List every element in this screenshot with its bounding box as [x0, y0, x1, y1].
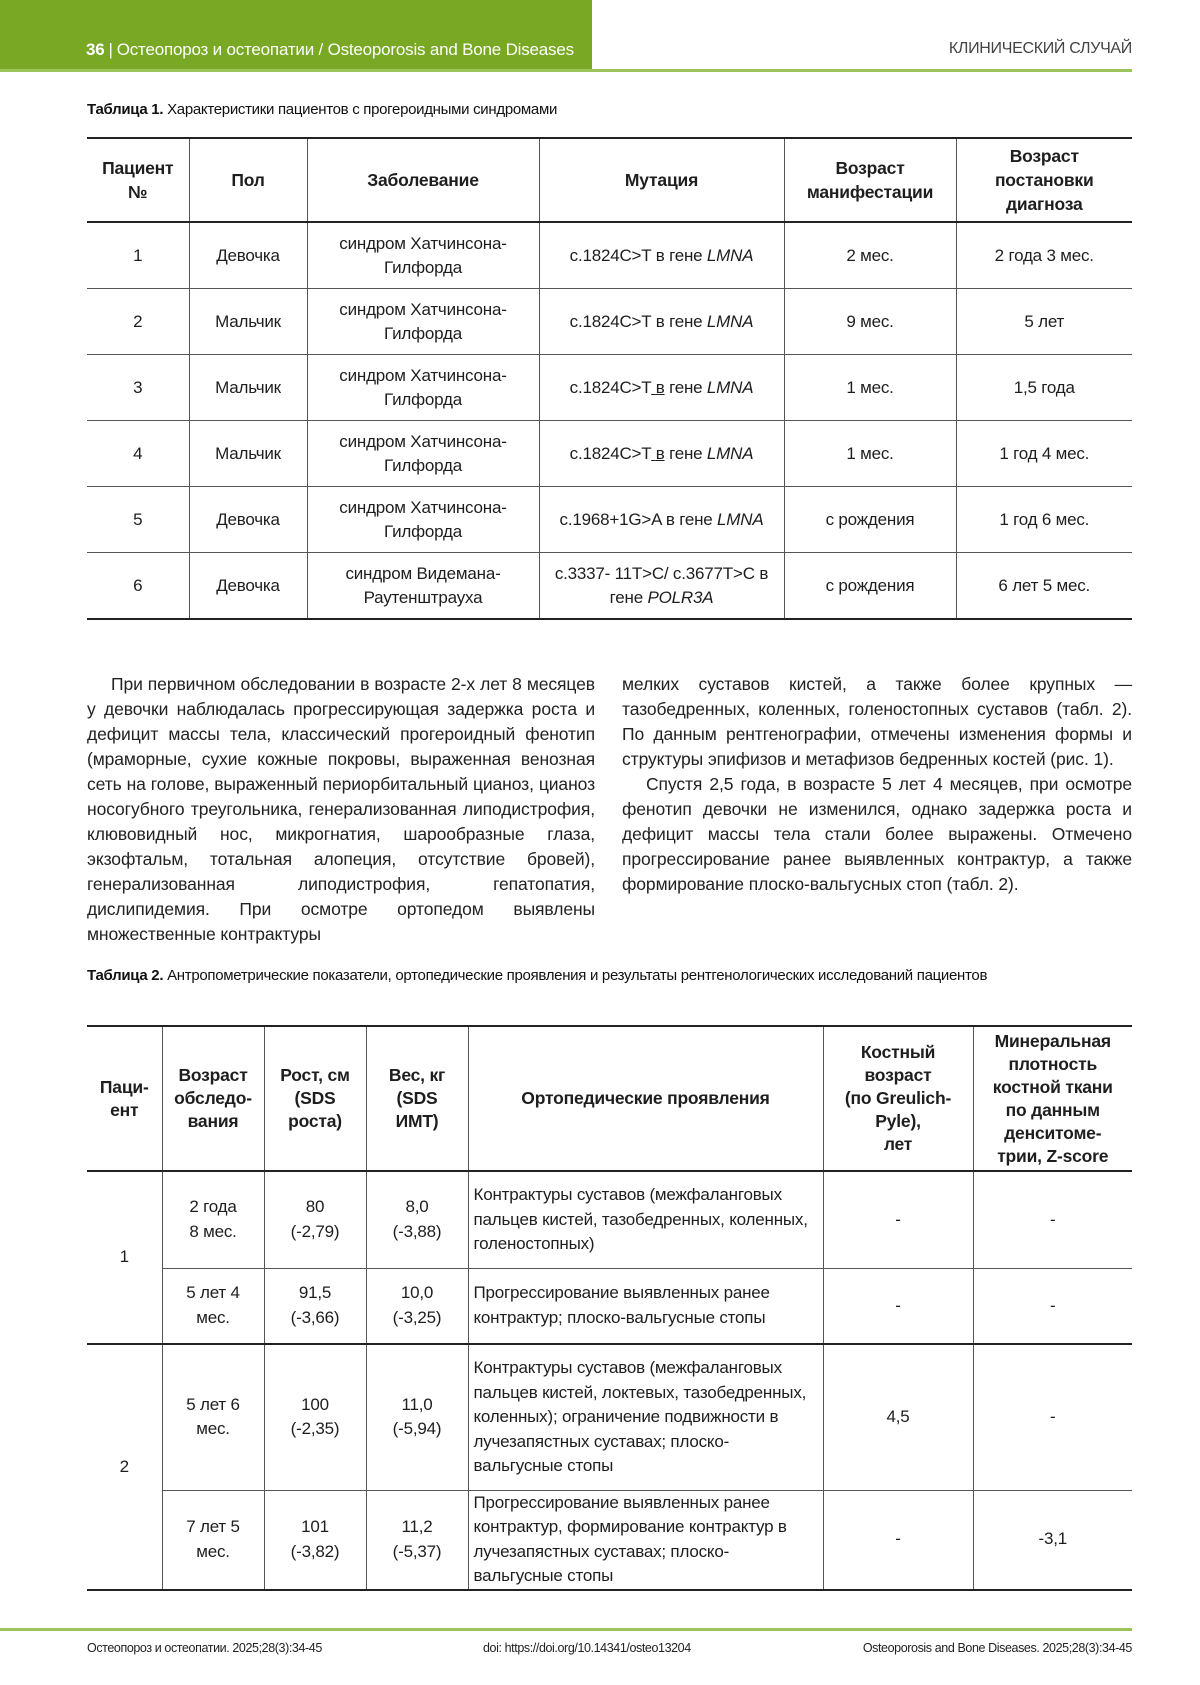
mutation-preposition: в — [655, 443, 665, 463]
mutation-text: гене — [664, 245, 707, 265]
paragraph: мелких суставов кистей, а также более крупных — тазобедренных, коленных, голеностопных суставов (табл. 2). По данным рентгенографии, отмечены изменения формы и структуры эпифизов и метафизов бедренных костей (рис. 1). — [622, 674, 1132, 769]
mutation-text: гене — [674, 509, 718, 529]
cell-mutation — [539, 421, 784, 487]
cell-sex: Мальчик — [189, 355, 307, 421]
mutation-text: гене — [664, 443, 707, 463]
body-left-column — [87, 672, 595, 947]
table2-row — [87, 1344, 1132, 1490]
cell-disease: синдром Хатчинсона-Гилфорда — [307, 355, 539, 421]
cell-disease: синдром Хатчинсона-Гилфорда — [307, 421, 539, 487]
cell-exam-age: 5 лет 6 мес. — [162, 1344, 264, 1490]
table1-col-diagnosis: Возраст постановки диагноза — [956, 138, 1132, 222]
cell-mutation — [539, 355, 784, 421]
journal-title: Остеопороз и остеопатии / Osteoporosis and Bone Diseases — [116, 40, 574, 59]
cell-patient: 2 — [87, 289, 189, 355]
cell-diagnosis: 6 лет 5 мес. — [956, 553, 1132, 620]
cell-orthopedic: Контрактуры суставов (межфаланговых пальцев кистей, тазобедренных, коленных, голеностопных) — [468, 1171, 823, 1268]
cell-bone-age: - — [823, 1268, 973, 1344]
table2-col-ortho: Ортопедические проявления — [468, 1026, 823, 1171]
cell-weight: 10,0 (-3,25) — [366, 1268, 468, 1344]
gene-name: LMNA — [706, 245, 754, 265]
cell-disease: синдром Хатчинсона-Гилфорда — [307, 487, 539, 553]
table2-caption-text: Антропометрические показатели, ортопедические проявления и результаты рентгенологических исследований пациентов — [167, 967, 988, 984]
cell-height: 101 (-3,82) — [264, 1490, 366, 1590]
mutation-text: гене — [664, 311, 707, 331]
table1-row — [87, 487, 1132, 553]
table2 — [87, 1025, 1132, 1591]
cell-disease: синдром Хатчинсона-Гилфорда — [307, 289, 539, 355]
cell-orthopedic: Прогрессирование выявленных ранее контрактур, формирование контрактур в лучезапястных суставах; плоско-вальгусные стопы — [468, 1490, 823, 1590]
cell-patient: 3 — [87, 355, 189, 421]
table1-caption — [87, 99, 557, 121]
cell-exam-age: 2 года 8 мес. — [162, 1171, 264, 1268]
cell-exam-age: 5 лет 4 мес. — [162, 1268, 264, 1344]
cell-mutation — [539, 222, 784, 289]
running-header-left: 36 | Остеопороз и остеопатии / Osteoporosis and Bone Diseases — [86, 40, 574, 59]
cell-bone-age: - — [823, 1490, 973, 1590]
cell-diagnosis: 5 лет — [956, 289, 1132, 355]
cell-bmd: - — [973, 1171, 1132, 1268]
cell-onset: 1 мес. — [784, 355, 956, 421]
cell-patient: 1 — [87, 222, 189, 289]
mutation-variant: c.1824C>T — [569, 377, 652, 397]
table2-col-weight: Вес, кг (SDS ИМТ) — [366, 1026, 468, 1171]
table2-col-bone-age: Костный возраст (по Greulich- Pyle), лет — [823, 1026, 973, 1171]
cell-patient: 4 — [87, 421, 189, 487]
cell-height: 91,5 (-3,66) — [264, 1268, 366, 1344]
mutation-preposition: в — [655, 311, 665, 331]
cell-diagnosis: 1,5 года — [956, 355, 1132, 421]
footer-citation-en: Osteoporosis and Bone Diseases. 2025;28(3):34-45 — [862, 1641, 1132, 1655]
cell-onset: с рождения — [784, 553, 956, 620]
cell-mutation — [539, 289, 784, 355]
table1-col-patient: Пациент № — [87, 138, 189, 222]
body-right-column — [622, 672, 1132, 897]
gene-name: LMNA — [706, 377, 754, 397]
cell-height: 80 (-2,79) — [264, 1171, 366, 1268]
table1-row — [87, 222, 1132, 289]
table2-header-row — [87, 1026, 1132, 1171]
footer-rule — [0, 1628, 1132, 1631]
cell-disease: синдром Видемана-Раутенштрауха — [307, 553, 539, 620]
cell-sex: Мальчик — [189, 421, 307, 487]
cell-orthopedic: Контрактуры суставов (межфаланговых пальцев кистей, локтевых, тазобедренных, коленных); ограничение подвижности в лучезапястных суставах; плоско-вальгусные стопы — [468, 1344, 823, 1490]
cell-bmd: - — [973, 1344, 1132, 1490]
cell-exam-age: 7 лет 5 мес. — [162, 1490, 264, 1590]
cell-sex: Девочка — [189, 222, 307, 289]
table1-col-onset: Возраст манифестации — [784, 138, 956, 222]
mutation-variant: c.1968+1G>A — [559, 509, 662, 529]
cell-mutation — [539, 553, 784, 620]
cell-patient: 5 — [87, 487, 189, 553]
table1-col-disease: Заболевание — [307, 138, 539, 222]
cell-diagnosis: 2 года 3 мес. — [956, 222, 1132, 289]
mutation-preposition: в — [665, 509, 675, 529]
mutation-text: гене — [609, 587, 648, 607]
gene-name: LMNA — [706, 311, 754, 331]
header-rule — [0, 69, 1132, 72]
table1-caption-text: Характеристики пациентов с прогероидными синдромами — [167, 101, 558, 118]
section-label: КЛИНИЧЕСКИЙ СЛУЧАЙ — [948, 40, 1132, 57]
cell-patient: 6 — [87, 553, 189, 620]
cell-patient: 2 — [87, 1344, 162, 1590]
cell-height: 100 (-2,35) — [264, 1344, 366, 1490]
table1-row — [87, 553, 1132, 620]
mutation-variant: c.3337- 11T>C/ c.3677T>C — [554, 563, 755, 583]
table1-header-row — [87, 138, 1132, 222]
gene-name: POLR3A — [647, 587, 714, 607]
paragraph: При первичном обследовании в возрасте 2-х лет 8 месяцев у девочки наблюдалась прогрессирующая задержка роста и дефицит массы тела, классический прогероидный фенотип (мраморные, сухие кожные покровы, выраженная венозная сеть на голове, выраженный периорбитальный цианоз, цианоз носогубного треугольника, генерализованная липодистрофия, клювовидный нос, микрогнатия, шарообразные глаза, экзофтальм, тотальная алопеция, отсутствие бровей), генерализованная липодистрофия, гепатопатия, дислипидемия. При осмотре ортопедом выявлены множественные контрактуры — [87, 674, 595, 944]
cell-sex: Девочка — [189, 553, 307, 620]
cell-weight: 11,0 (-5,94) — [366, 1344, 468, 1490]
table1-col-mutation: Мутация — [539, 138, 784, 222]
table2-row — [87, 1490, 1132, 1590]
table2-caption-label: Таблица 2. — [87, 967, 164, 984]
cell-onset: с рождения — [784, 487, 956, 553]
cell-onset: 9 мес. — [784, 289, 956, 355]
mutation-variant: c.1824C>T — [569, 443, 652, 463]
cell-bmd: - — [973, 1268, 1132, 1344]
paragraph: Спустя 2,5 года, в возрасте 5 лет 4 месяцев, при осмотре фенотип девочки не изменился, однако задержка роста и дефицит массы тела стали более выражены. Отмечено прогрессирование ранее выявленных контрактур, а также формирование плоско-вальгусных стоп (табл. 2). — [622, 774, 1132, 894]
footer-citation-ru: Остеопороз и остеопатии. 2025;28(3):34-45 — [87, 1641, 322, 1655]
mutation-preposition: в — [759, 563, 769, 583]
table1-row — [87, 421, 1132, 487]
mutation-variant: c.1824C>T — [569, 311, 652, 331]
mutation-text: гене — [664, 377, 707, 397]
table2-row — [87, 1268, 1132, 1344]
table2-col-bmd: Минеральная плотность костной ткани по данным денситоме- трии, Z-score — [973, 1026, 1132, 1171]
cell-patient: 1 — [87, 1171, 162, 1344]
cell-disease: синдром Хатчинсона-Гилфорда — [307, 222, 539, 289]
table1 — [87, 137, 1132, 620]
table2-col-patient: Паци- ент — [87, 1026, 162, 1171]
mutation-variant: c.1824C>T — [569, 245, 652, 265]
table1-col-sex: Пол — [189, 138, 307, 222]
cell-weight: 11,2 (-5,37) — [366, 1490, 468, 1590]
cell-bone-age: 4,5 — [823, 1344, 973, 1490]
table2-col-height: Рост, см (SDS роста) — [264, 1026, 366, 1171]
cell-onset: 2 мес. — [784, 222, 956, 289]
mutation-preposition: в — [655, 245, 665, 265]
gene-name: LMNA — [717, 509, 764, 529]
table1-row — [87, 355, 1132, 421]
table2-row — [87, 1171, 1132, 1268]
cell-mutation — [539, 487, 784, 553]
cell-weight: 8,0 (-3,88) — [366, 1171, 468, 1268]
table1-row — [87, 289, 1132, 355]
footer-doi: doi: https://doi.org/10.14341/osteo13204 — [483, 1641, 691, 1655]
table1-caption-label: Таблица 1. — [87, 101, 164, 118]
table2-col-age: Возраст обследо- вания — [162, 1026, 264, 1171]
cell-orthopedic: Прогрессирование выявленных ранее контрактур; плоско-вальгусные стопы — [468, 1268, 823, 1344]
gene-name: LMNA — [706, 443, 754, 463]
table2-caption — [87, 965, 1132, 987]
cell-sex: Мальчик — [189, 289, 307, 355]
mutation-preposition: в — [655, 377, 665, 397]
page-number: 36 — [86, 40, 105, 59]
cell-diagnosis: 1 год 6 мес. — [956, 487, 1132, 553]
cell-bone-age: - — [823, 1171, 973, 1268]
cell-bmd: -3,1 — [973, 1490, 1132, 1590]
cell-sex: Девочка — [189, 487, 307, 553]
cell-onset: 1 мес. — [784, 421, 956, 487]
cell-diagnosis: 1 год 4 мес. — [956, 421, 1132, 487]
